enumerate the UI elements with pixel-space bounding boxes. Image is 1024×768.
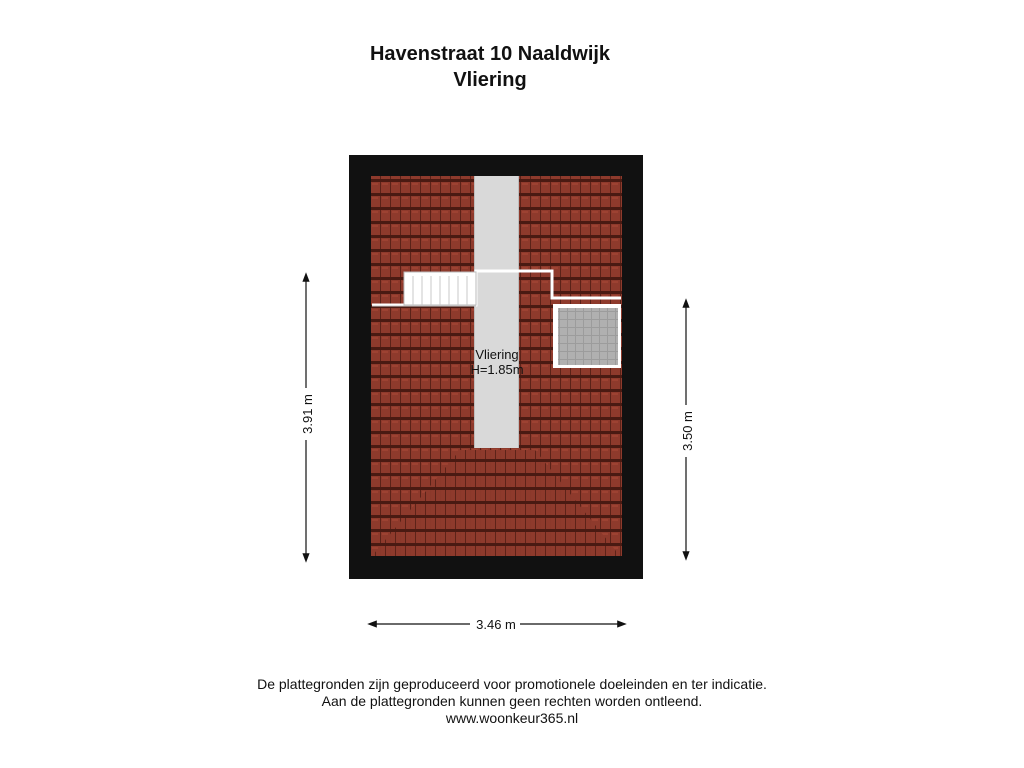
plan-title-address: Havenstraat 10 Naaldwijk — [369, 43, 611, 65]
room-height: H=1.85m — [470, 362, 524, 377]
dimension-label-bottom: 3.46 m — [476, 617, 516, 632]
plan-title-floor: Vliering — [453, 69, 527, 91]
room-name: Vliering — [475, 347, 519, 362]
attic-floor-walkway — [474, 176, 519, 448]
dimension-label-left: 3.91 m — [300, 394, 315, 434]
website-link[interactable]: www.woonkeur365.nl — [445, 710, 579, 726]
stairs — [404, 272, 476, 305]
roof-window — [553, 304, 621, 368]
disclaimer-line-2: Aan de plattegronden kunnen geen rechten worden ontleend. — [321, 693, 703, 709]
disclaimer-line-1: De plattegronden zijn geproduceerd voor promotionele doeleinden en ter indicatie. — [257, 676, 767, 692]
dimension-label-right: 3.50 m — [680, 411, 695, 451]
